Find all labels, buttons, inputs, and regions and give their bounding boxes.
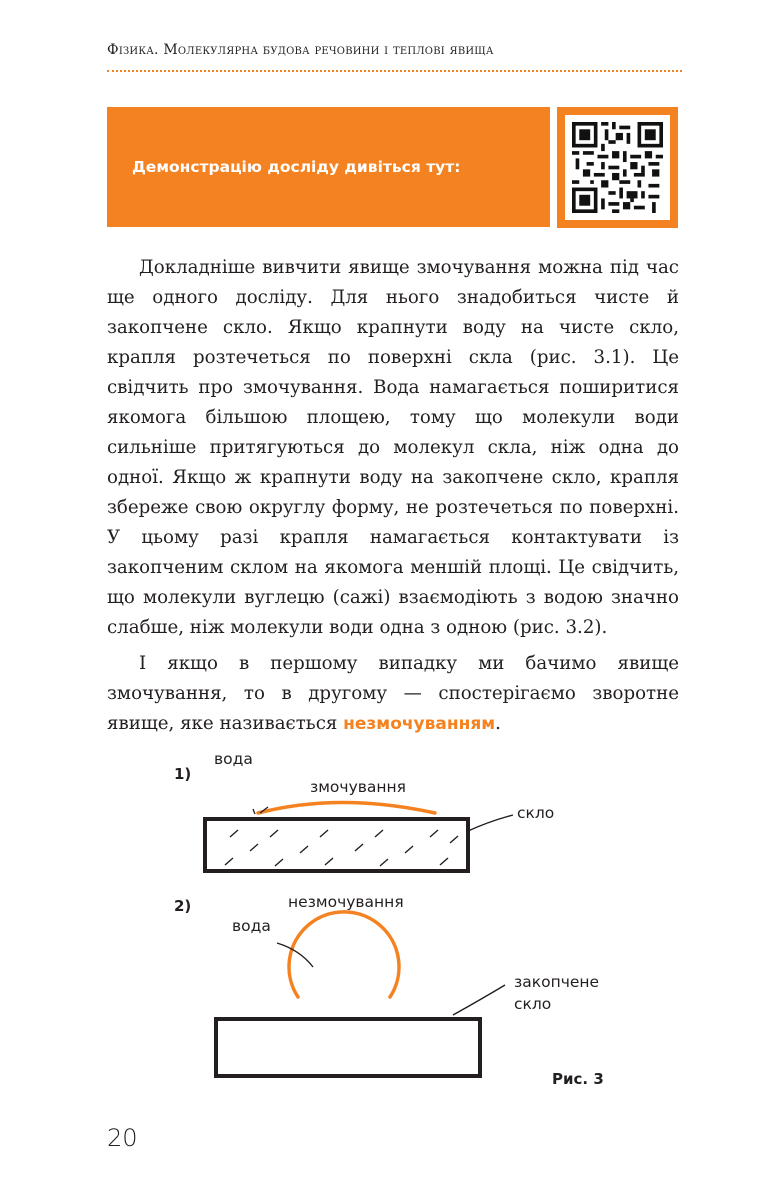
paragraph-2-text: І якщо в першому випадку ми бачимо явище змочування, то в другому — спостерігаємо зворотне явище, яке називається <box>107 653 679 734</box>
clean-glass-plate <box>205 819 468 871</box>
figure-smoked-glass-label-line-1: закопчене <box>514 973 600 991</box>
page-number: 20 <box>107 1124 138 1152</box>
qr-code[interactable] <box>565 115 670 220</box>
figure-glass-label: скло <box>517 804 555 822</box>
header-divider <box>107 70 682 72</box>
water-pointer-2 <box>277 943 313 967</box>
smoked-glass-plate <box>216 1019 480 1076</box>
glass-pointer-2 <box>453 985 505 1015</box>
figure-smoked-glass-label-line-2: скло <box>514 995 552 1013</box>
figure-drawing <box>150 745 630 1105</box>
video-banner <box>107 107 550 227</box>
figure-caption: Рис. 3 <box>552 1070 604 1088</box>
figure-nonwetting-label: незмочування <box>288 893 404 911</box>
paragraph-2 <box>107 649 679 739</box>
paragraph-2-end: . <box>495 713 501 734</box>
paragraph-1: Докладніше вивчити явище змочування можна під час ще одного досліду. Для нього знадобиться чисте й закопчене скло. Якщо крапнути воду на чисте скло, крапля розтечеться по поверхні скла (рис. 3.1). Це свідчить про змочування. Вода намагається поширитися якомога більшою площею, тому що молекули води сильніше притягуються до молекул скла, ніж одна до одної. Якщо ж крапнути воду на закопчене скло, крапля збереже свою округлу форму, не розтечеться по поверхні. У цьому разі крапля намагається контактувати із закопченим склом на якомога меншій площі. Це свідчить, що молекули вуглецю (сажі) взаємодіють з водою значно слабше, ніж молекули води одна з одною (рис. 3.2). <box>107 257 679 638</box>
banner-text: Демонстрацію досліду дивіться тут: <box>132 158 461 176</box>
qr-code-frame[interactable] <box>557 107 678 228</box>
qr-code-icon <box>572 122 663 213</box>
figure-wetting-label: змочування <box>310 778 406 796</box>
glass-pointer-1 <box>468 815 513 831</box>
figure-part-1-number: 1) <box>174 765 192 783</box>
figure-part-2-water-label: вода <box>232 917 271 935</box>
figure-part-1-water-label: вода <box>214 750 253 768</box>
water-drop-shape <box>289 912 399 997</box>
body-text <box>107 253 679 739</box>
figure-part-2-number: 2) <box>174 897 192 915</box>
term-nonwetting: незмочуванням <box>343 714 496 734</box>
water-film-shape <box>258 803 435 814</box>
running-header: Фізика. Молекулярна будова речовини і теплові явища <box>107 42 494 58</box>
figure-3 <box>150 745 630 1105</box>
